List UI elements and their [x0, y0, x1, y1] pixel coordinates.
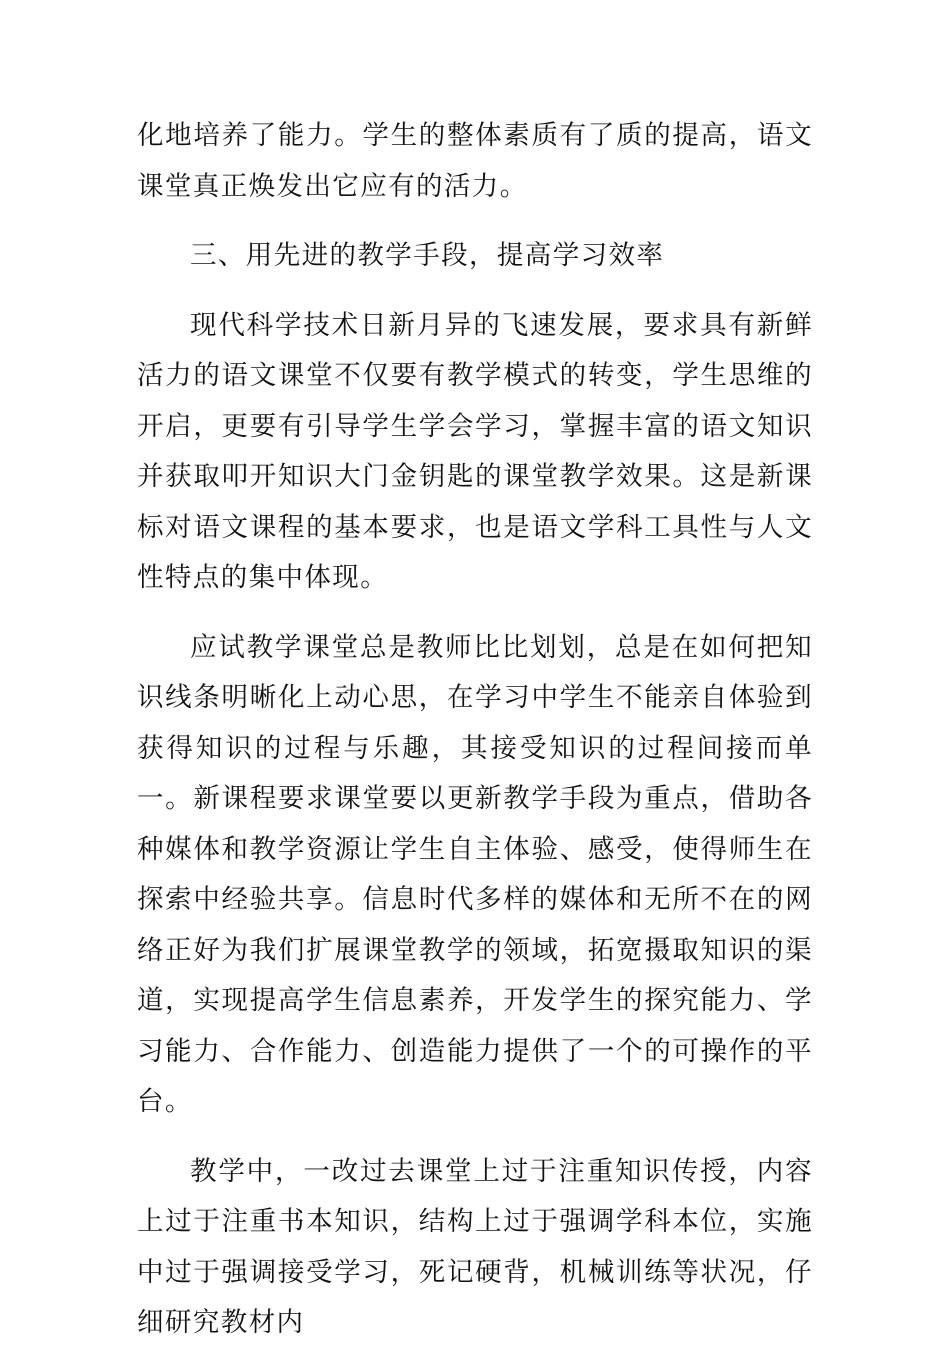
paragraph-continuation: 化地培养了能力。学生的整体素质有了质的提高，语文课堂真正焕发出它应有的活力。: [137, 120, 813, 202]
section-heading: 三、用先进的教学手段，提高学习效率: [190, 240, 665, 271]
paragraph: 现代科学技术日新月异的飞速发展，要求具有新鲜活力的语文课堂不仅要有教学模式的转变，学生思维的开启，更要有引导学生学会学习，掌握丰富的语文知识并获取叩开知识大门金钥匙的课堂教学效果。这是新课标对语文课程的基本要求，也是语文学科工具性与人文性特点的集中体现。: [137, 309, 813, 593]
paragraph: 应试教学课堂总是教师比比划划，总是在如何把知识线条明晰化上动心思，在学习中学生不能亲自体验到获得知识的过程与乐趣，其接受知识的过程间接而单一。新课程要求课堂要以更新教学手段为重点，借助各种媒体和教学资源让学生自主体验、感受，使得师生在探索中经验共享。信息时代多样的媒体和无所不在的网络正好为我们扩展课堂教学的领域，拓宽摄取知识的渠道，实现提高学生信息素养，开发学生的探究能力、学习能力、合作能力、创造能力提供了一个的可操作的平台。: [137, 631, 813, 1117]
document-body: [137, 111, 813, 1349]
paragraph: 教学中，一改过去课堂上过于注重知识传授，内容上过于注重书本知识，结构上过于强调学科本位，实施中过于强调接受学习，死记硬背，机械训练等状况，仔细研究教材内: [137, 1155, 813, 1338]
